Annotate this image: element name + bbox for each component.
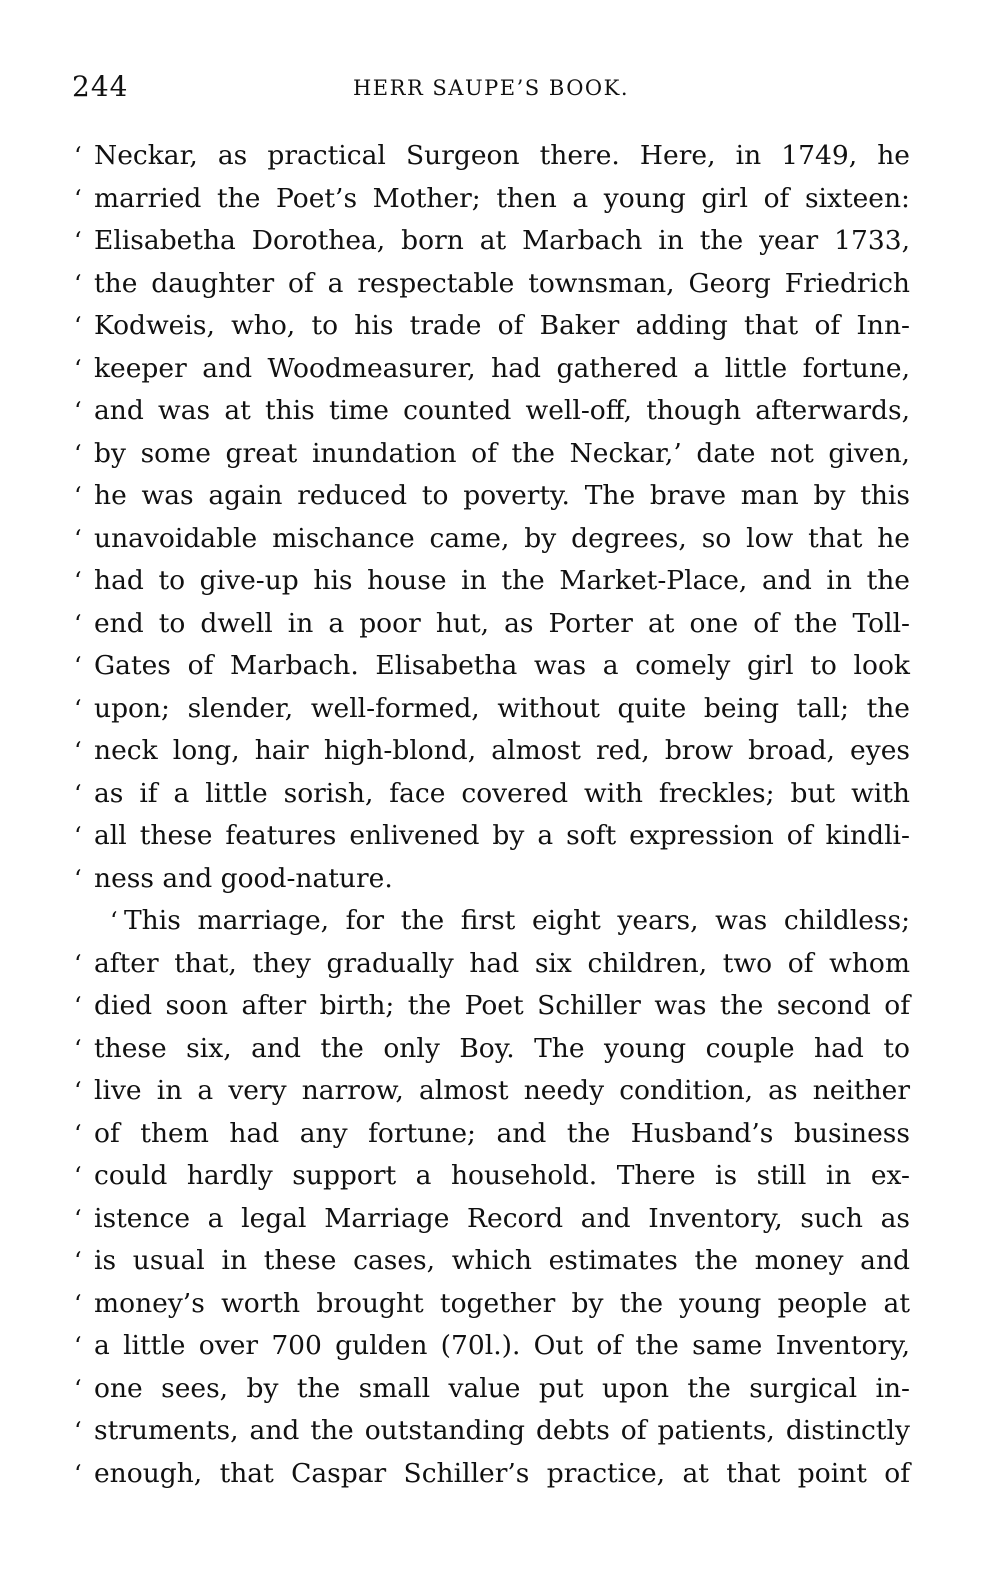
line-text: had to give-up his house in the Market-Place, and in the — [94, 565, 910, 596]
line-text: enough, that Caspar Schiller’s practice, at that point of — [94, 1457, 910, 1489]
line-text: neck long, hair high-blond, almost red, brow broad, eyes — [94, 735, 910, 766]
text-line — [74, 773, 910, 816]
text-line — [74, 1453, 910, 1496]
opening-quote: ‘ — [74, 439, 82, 468]
text-line — [74, 1113, 910, 1156]
opening-quote: ‘ — [74, 822, 82, 850]
text-line — [74, 985, 910, 1028]
line-text: of them had any fortune; and the Husband’s business — [94, 1117, 910, 1149]
opening-quote: ‘ — [74, 354, 82, 383]
body-text — [74, 135, 910, 1495]
opening-quote: ‘ — [74, 567, 82, 595]
text-line — [74, 858, 910, 901]
line-text: end to dwell in a poor hut, as Porter at one of the Toll- — [94, 607, 910, 639]
text-line — [74, 220, 910, 263]
opening-quote: ‘ — [74, 1119, 82, 1148]
running-title: HERR SAUPE’S BOOK. — [352, 76, 629, 100]
text-line — [74, 348, 910, 391]
opening-quote: ‘ — [74, 397, 82, 425]
opening-quote: ‘ — [74, 652, 82, 680]
text-line — [74, 135, 910, 178]
line-text: is usual in these cases, which estimates the money and — [94, 1245, 910, 1276]
opening-quote: ‘ — [74, 184, 82, 213]
line-text: Gates of Marbach. Elisabetha was a comely girl to look — [94, 650, 910, 681]
text-line — [74, 433, 910, 476]
opening-quote: ‘ — [74, 482, 82, 510]
line-text: upon; slender, well-formed, without quite being tall; the — [94, 692, 910, 724]
page-number: 244 — [72, 70, 129, 103]
opening-quote: ‘ — [74, 737, 82, 765]
line-text: ness and good-nature. — [94, 862, 393, 894]
text-line — [74, 1198, 910, 1241]
opening-quote: ‘ — [74, 312, 82, 340]
text-line — [74, 1155, 910, 1198]
opening-quote: ‘ — [110, 907, 118, 935]
line-text: live in a very narrow, almost needy condition, as neither — [94, 1075, 910, 1106]
line-text: and was at this time counted well-off, though afterwards, — [94, 395, 910, 426]
line-text: he was again reduced to poverty. The brave man by this — [94, 480, 910, 511]
line-text: Kodweis, who, to his trade of Baker adding that of Inn- — [94, 310, 910, 341]
text-line — [74, 900, 910, 943]
opening-quote: ‘ — [74, 269, 82, 298]
text-line — [74, 645, 910, 688]
opening-quote: ‘ — [74, 142, 82, 170]
line-text: unavoidable mischance came, by degrees, so low that he — [94, 522, 910, 554]
text-line — [74, 1070, 910, 1113]
opening-quote: ‘ — [74, 1374, 82, 1403]
line-text: keeper and Woodmeasurer, had gathered a little fortune, — [94, 352, 910, 384]
opening-quote: ‘ — [74, 609, 82, 638]
text-line — [74, 943, 910, 986]
opening-quote: ‘ — [74, 694, 82, 723]
line-text: istence a legal Marriage Record and Inventory, such as — [94, 1202, 910, 1234]
opening-quote: ‘ — [74, 1077, 82, 1105]
opening-quote: ‘ — [74, 1417, 82, 1445]
text-line — [74, 1028, 910, 1071]
text-line — [74, 1368, 910, 1411]
text-line — [74, 730, 910, 773]
page-header — [72, 70, 910, 110]
text-line — [74, 263, 910, 306]
text-line — [74, 1410, 910, 1453]
opening-quote: ‘ — [74, 1034, 82, 1063]
text-line — [74, 1240, 910, 1283]
opening-quote: ‘ — [74, 1332, 82, 1360]
opening-quote: ‘ — [74, 1204, 82, 1233]
opening-quote: ‘ — [74, 1459, 82, 1488]
line-text: could hardly support a household. There is still in ex- — [94, 1160, 910, 1191]
line-text: as if a little sorish, face covered with freckles; but with — [94, 777, 910, 809]
text-line — [74, 815, 910, 858]
opening-quote: ‘ — [74, 949, 82, 978]
line-text: the daughter of a respectable townsman, Georg Friedrich — [94, 267, 910, 299]
line-text: married the Poet’s Mother; then a young girl of sixteen: — [94, 182, 910, 214]
opening-quote: ‘ — [74, 864, 82, 893]
opening-quote: ‘ — [74, 227, 82, 255]
line-text: a little over 700 gulden (70l.). Out of the same Inventory, — [94, 1330, 910, 1361]
text-line — [74, 688, 910, 731]
text-line — [74, 1283, 910, 1326]
line-text: one sees, by the small value put upon the surgical in- — [94, 1372, 910, 1404]
line-text: all these features enlivened by a soft expression of kindli- — [94, 820, 910, 851]
line-text: Elisabetha Dorothea, born at Marbach in the year 1733, — [94, 225, 910, 256]
text-line — [74, 1325, 910, 1368]
text-line — [74, 305, 910, 348]
opening-quote: ‘ — [74, 992, 82, 1020]
opening-quote: ‘ — [74, 1247, 82, 1275]
text-line — [74, 560, 910, 603]
line-text: died soon after birth; the Poet Schiller was the second of — [94, 990, 910, 1021]
opening-quote: ‘ — [74, 1162, 82, 1190]
text-line — [74, 518, 910, 561]
line-text: by some great inundation of the Neckar,’ date not given, — [94, 437, 910, 469]
line-text: Neckar, as practical Surgeon there. Here, in 1749, he — [94, 140, 910, 171]
text-line — [74, 390, 910, 433]
text-line — [74, 603, 910, 646]
text-line — [74, 178, 910, 221]
line-text: struments, and the outstanding debts of patients, distinctly — [94, 1415, 910, 1446]
opening-quote: ‘ — [74, 1289, 82, 1318]
line-text: after that, they gradually had six children, two of whom — [94, 947, 910, 979]
line-text: these six, and the only Boy. The young couple had to — [94, 1032, 910, 1064]
text-line — [74, 475, 910, 518]
line-text: money’s worth brought together by the young people at — [94, 1287, 910, 1319]
opening-quote: ‘ — [74, 779, 82, 808]
line-text: This marriage, for the first eight years, was childless; — [124, 905, 910, 936]
opening-quote: ‘ — [74, 524, 82, 553]
